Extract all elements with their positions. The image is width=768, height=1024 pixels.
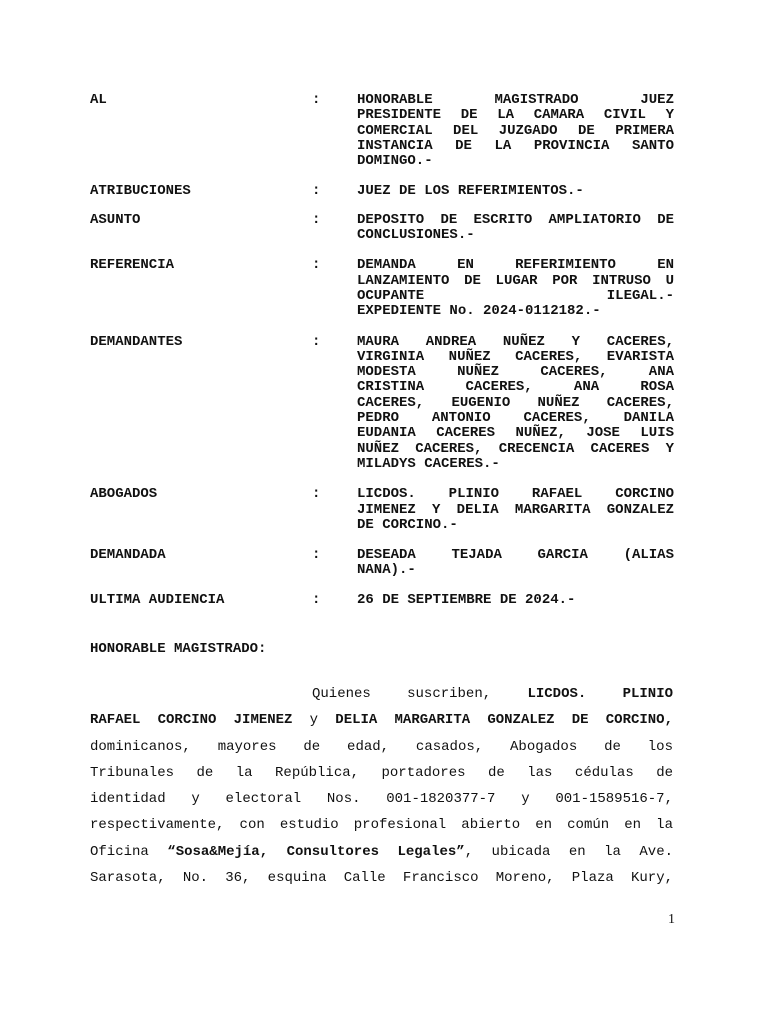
header-label: ABOGADOS — [90, 486, 158, 503]
header-label: ASUNTO — [90, 211, 141, 228]
header-value-line: 26 DE SEPTIEMBRE DE 2024.- — [357, 591, 576, 608]
page-number: 1 — [668, 912, 675, 927]
body-paragraph — [90, 681, 673, 891]
header-value-line: MAURA ANDREA NUÑEZ Y CACERES, — [357, 333, 674, 350]
header-row-demandantes — [90, 335, 674, 473]
header-value-line: PRESIDENTE DE LA CAMARA CIVIL Y — [357, 107, 674, 124]
header-value-line: JIMENEZ Y DELIA MARGARITA GONZALEZ — [357, 501, 674, 518]
paragraph-text: , ubicada en la Ave. — [464, 843, 674, 860]
header-value-line: VIRGINIA NUÑEZ CACERES, EVARISTA — [357, 348, 674, 365]
header-label: AL — [90, 92, 107, 108]
header-value — [357, 487, 674, 533]
header-row-asunto — [90, 213, 674, 244]
header-value-line: CRISTINA CACERES, ANA ROSA — [357, 379, 674, 396]
header-value-line: OCUPANTE ILEGAL.- — [357, 287, 674, 304]
lawyer-names-bold: LICDOS. PLINIO — [527, 686, 673, 702]
paragraph-line — [90, 839, 673, 865]
paragraph-line — [90, 707, 673, 733]
header-row-al — [90, 93, 674, 169]
header-value-line: NUÑEZ CACERES, CRECENCIA CACERES Y — [357, 440, 674, 457]
header-value-line: EUDANIA CACERES NUÑEZ, JOSE LUIS — [357, 425, 674, 442]
header-value — [357, 335, 674, 473]
header-value-line: EXPEDIENTE No. 2024-0112182.- — [357, 303, 601, 320]
salutation: HONORABLE MAGISTRADO: — [90, 641, 267, 657]
firm-name-bold: “Sosa&Mejía, Consultores Legales” — [167, 843, 465, 860]
paragraph-text: y — [309, 712, 319, 729]
header-label: ATRIBUCIONES — [90, 183, 191, 200]
header-value-line: HONORABLE MAGISTRADO JUEZ — [357, 92, 674, 108]
header-label: DEMANDANTES — [90, 333, 183, 350]
paragraph-line: identidad y electoral Nos. 001-1820377-7 y 001-1589516-7, — [90, 791, 673, 808]
header-value-line: PEDRO ANTONIO CACERES, DANILA — [357, 410, 674, 427]
header-value-line: LANZAMIENTO DE LUGAR POR INTRUSO U — [357, 272, 674, 289]
header-value-line: INSTANCIA DE LA PROVINCIA SANTO — [357, 137, 674, 154]
header-row-demandada — [90, 548, 674, 579]
header-colon: : — [312, 333, 321, 350]
paragraph-line — [90, 681, 673, 707]
header-value-line: CACERES, EUGENIO NUÑEZ CACERES, — [357, 394, 674, 411]
header-row-referencia — [90, 258, 674, 319]
header-label: ULTIMA AUDIENCIA — [90, 591, 225, 608]
header-value-line: LICDOS. PLINIO RAFAEL CORCINO — [357, 486, 674, 503]
header-value-line: DEPOSITO DE ESCRITO AMPLIATORIO DE — [357, 211, 674, 228]
header-colon: : — [312, 92, 321, 108]
paragraph-line: respectivamente, con estudio profesional abierto en común en la — [90, 817, 673, 834]
header-colon: : — [312, 183, 321, 200]
header-value — [357, 93, 674, 169]
header-row-atribuciones — [90, 184, 674, 199]
header-value — [357, 593, 674, 608]
lawyer-names-bold: RAFAEL CORCINO JIMENEZ — [90, 712, 293, 729]
header-value-line: DOMINGO.- — [357, 153, 433, 170]
paragraph-line: dominicanos, mayores de edad, casados, Abogados de los — [90, 738, 673, 755]
header-colon: : — [312, 547, 321, 564]
header-label: DEMANDADA — [90, 547, 166, 564]
header-value-line: DE CORCINO.- — [357, 516, 458, 533]
header-value — [357, 184, 674, 199]
header-value-line: CONCLUSIONES.- — [357, 227, 475, 244]
header-value-line: MILADYS CACERES.- — [357, 455, 500, 472]
header-colon: : — [312, 486, 321, 503]
header-value-line: DESEADA TEJADA GARCIA (ALIAS — [357, 547, 674, 564]
header-value-line: COMERCIAL DEL JUZGADO DE PRIMERA — [357, 122, 674, 139]
paragraph-text: Quienes suscriben, — [312, 686, 492, 702]
header-value — [357, 548, 674, 579]
case-header — [90, 93, 674, 608]
header-colon: : — [312, 257, 321, 274]
paragraph-line: Sarasota, No. 36, esquina Calle Francisco Moreno, Plaza Kury, — [90, 870, 673, 887]
paragraph-line: Tribunales de la República, portadores de las cédulas de — [90, 764, 673, 781]
header-value-line: MODESTA NUÑEZ CACERES, ANA — [357, 364, 674, 381]
header-value — [357, 213, 674, 244]
header-value — [357, 258, 674, 319]
header-value-line: JUEZ DE LOS REFERIMIENTOS.- — [357, 183, 584, 200]
header-row-abogados — [90, 487, 674, 533]
header-label: REFERENCIA — [90, 257, 175, 274]
header-value-line: NANA).- — [357, 562, 416, 579]
header-colon: : — [312, 591, 321, 608]
header-colon: : — [312, 211, 321, 228]
lawyer-names-bold: DELIA MARGARITA GONZALEZ DE CORCINO, — [335, 712, 673, 729]
paragraph-text: Oficina — [90, 843, 149, 860]
header-row-ultima-audiencia — [90, 593, 674, 608]
header-value-line: DEMANDA EN REFERIMIENTO EN — [357, 257, 674, 274]
